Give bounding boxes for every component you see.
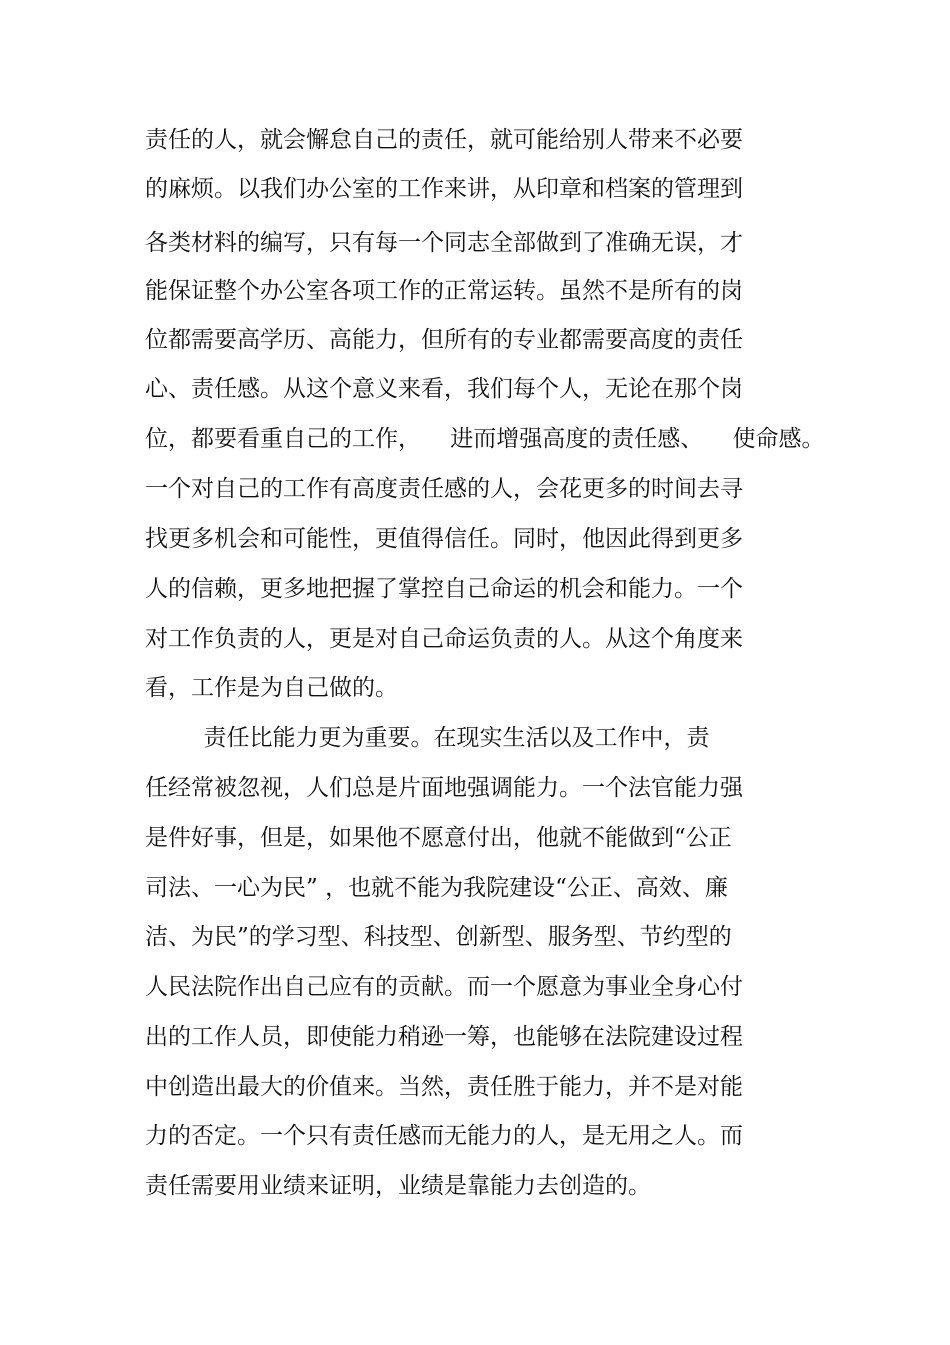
text-line: 责任的人，就会懈怠自己的责任，就可能给别人带来不必要 [145, 127, 743, 153]
text-line: 责任比能力更为重要。在现实生活以及工作中，责 [145, 725, 710, 751]
text-line: 责任需要用业绩来证明，业绩是靠能力去创造的。 [145, 1173, 651, 1199]
text-line: 各类材料的编写，只有每一个同志全部做到了准确无误，才 [145, 230, 743, 256]
text-line: 心、责任感。从这个意义来看，我们每个人，无论在那个岗 [145, 376, 743, 402]
text-line: 任经常被忽视，人们总是片面地强调能力。一个法官能力强 [145, 775, 743, 801]
text-line: 位都需要高学历、高能力，但所有的专业都需要高度的责任 [145, 327, 743, 353]
text-line: 洁、为民”的学习型、科技型、创新型、服务型、节约型的 [145, 924, 732, 950]
text-line: 对工作负责的人，更是对自己命运负责的人。从这个角度来 [145, 626, 743, 652]
text-line: 中创造出最大的价值来。当然，责任胜于能力，并不是对能 [145, 1074, 743, 1100]
text-line: 力的否定。一个只有责任感而无能力的人，是无用之人。而 [145, 1123, 743, 1149]
text-line: 司法、一心为民” ，也就不能为我院建设“公正、高效、廉 [145, 875, 728, 901]
text-line: 看，工作是为自己做的。 [145, 675, 398, 701]
text-line: 位，都要看重自己的工作， 进而增强高度的责任感、 使命感。 [145, 426, 825, 452]
text-line: 是件好事，但是，如果他不愿意付出，他就不能做到“公正 [145, 825, 732, 851]
text-line: 找更多机会和可能性，更值得信任。同时，他因此得到更多 [145, 526, 743, 552]
text-line: 人的信赖，更多地把握了掌控自己命运的机会和能力。一个 [145, 576, 743, 602]
text-line: 出的工作人员，即使能力稍逊一筹，也能够在法院建设过程 [145, 1024, 743, 1050]
text-line: 能保证整个办公室各项工作的正常运转。虽然不是所有的岗 [145, 278, 743, 304]
text-line: 一个对自己的工作有高度责任感的人，会花更多的时间去寻 [145, 476, 743, 502]
text-line: 人民法院作出自己应有的贡献。而一个愿意为事业全身心付 [145, 974, 743, 1000]
text-line: 的麻烦。以我们办公室的工作来讲，从印章和档案的管理到 [145, 176, 743, 202]
